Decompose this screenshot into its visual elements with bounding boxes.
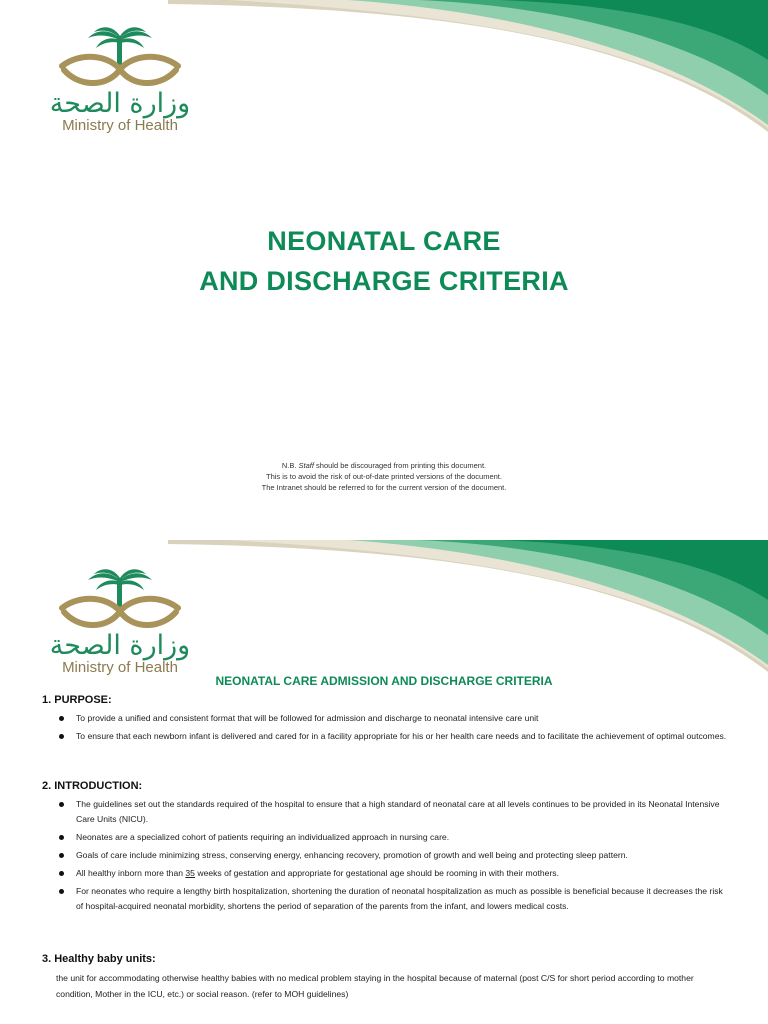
printing-note-line1	[0, 460, 768, 471]
moh-logo	[40, 568, 200, 676]
list-item: For neonates who require a lengthy birth hospitalization, shortening the duration of neonatal hospitalization as much as possible is beneficial because it decreases the risk of hospital-acquired neonatal morbidity, shortens the period of separation of the parents from the infant, and lowers medical costs.	[42, 884, 732, 914]
palm-and-swords-icon	[40, 26, 200, 90]
printing-note-line3: The Intranet should be referred to for the current version of the document.	[261, 483, 507, 492]
logo-arabic-text: وزارة الصحة	[49, 630, 191, 661]
healthy-baby-text: the unit for accommodating otherwise healthy babies with no medical problem staying in the hospital because of maternal (post C/S for short period according to mother condition, Mother in the ICU, etc.) or social reason. (refer to MOH guidelines)	[56, 973, 694, 999]
logo-english-text: Ministry of Health	[62, 117, 178, 134]
introduction-section	[42, 780, 732, 917]
header-swoosh-graphic	[168, 0, 768, 135]
cover-title-line1: NEONATAL CARE	[267, 226, 501, 256]
rooming-weeks: 35	[185, 868, 195, 878]
note-staff: Staff	[298, 461, 314, 470]
section-title: 3. Healthy baby units:	[42, 953, 156, 965]
purpose-section	[42, 694, 732, 747]
section-title: 1. PURPOSE:	[42, 694, 112, 706]
content-page	[0, 540, 768, 1024]
rooming-text-after: weeks of gestation and appropriate for gestational age should be rooming in with their mothers.	[194, 868, 559, 878]
rooming-text-before: All healthy inborn more than	[76, 868, 186, 878]
note-prefix: N.B.	[281, 461, 299, 470]
document-heading: NEONATAL CARE ADMISSION AND DISCHARGE CRITERIA	[215, 674, 553, 688]
list-item: Goals of care include minimizing stress, conserving energy, enhancing recovery, promotion of growth and well being and protecting sleep pattern.	[42, 848, 732, 863]
list-item	[42, 866, 732, 881]
list-item: To ensure that each newborn infant is delivered and cared for in a facility appropriate for his or her health care needs and to facilitate the achievement of optimal outcomes.	[42, 729, 732, 744]
palm-and-swords-icon	[40, 568, 200, 632]
section-title: 2. INTRODUCTION:	[42, 780, 143, 792]
header-swoosh-graphic	[168, 540, 768, 675]
healthy-baby-section	[42, 953, 732, 1002]
printing-note-line2: This is to avoid the risk of out-of-date printed versions of the document.	[266, 472, 502, 481]
list-item: The guidelines set out the standards required of the hospital to ensure that a high standard of neonatal care at all levels continues to be provided in its Neonatal Intensive Care Units (NICU).	[42, 797, 732, 827]
logo-english-text: Ministry of Health	[62, 659, 178, 676]
list-item: To provide a unified and consistent format that will be followed for admission and discharge to neonatal intensive care unit	[42, 711, 732, 726]
introduction-list	[42, 797, 732, 914]
moh-logo	[40, 26, 200, 134]
note-line1-rest: should be discouraged from printing this document.	[313, 461, 487, 470]
logo-arabic-text: وزارة الصحة	[49, 88, 191, 119]
list-item: Neonates are a specialized cohort of patients requiring an individualized approach in nursing care.	[42, 830, 732, 845]
cover-title-line2: AND DISCHARGE CRITERIA	[199, 266, 569, 296]
purpose-list	[42, 711, 732, 744]
printing-note	[0, 460, 768, 493]
